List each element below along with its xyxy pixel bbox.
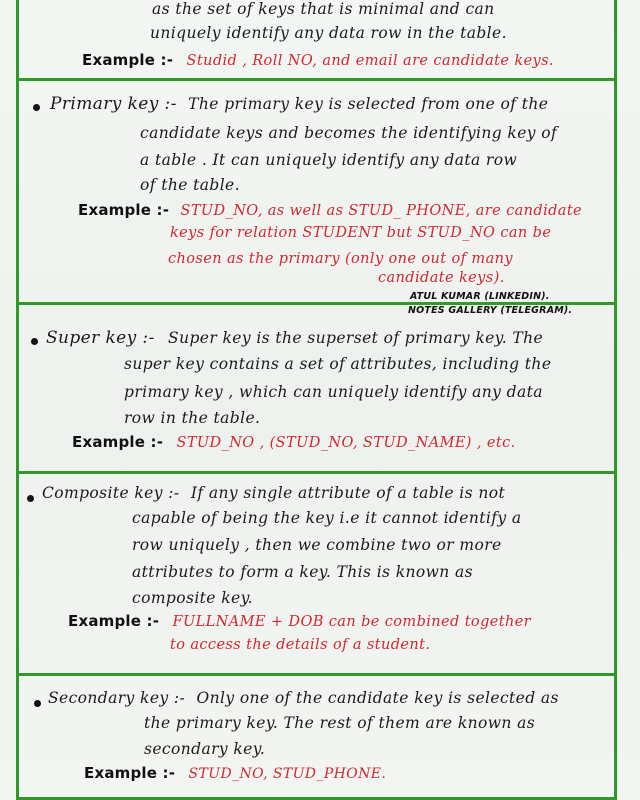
bullet-point	[33, 104, 40, 111]
example-text: keys for relation STUDENT but STUD_NO can be	[170, 225, 552, 241]
left-margin-line	[16, 0, 19, 800]
composite-key-text-line: row uniquely , then we combine two or more	[132, 536, 502, 554]
section-divider	[16, 302, 617, 305]
super-key-example	[72, 433, 516, 451]
credit-channel: NOTES GALLERY (TELEGRAM).	[408, 305, 573, 316]
example-text: STUD_NO, STUD_PHONE.	[188, 766, 387, 782]
secondary-key-example	[84, 764, 386, 782]
primary-key-text-line: The primary key is selected from one of the	[188, 95, 549, 113]
composite-key-heading-line	[42, 484, 505, 502]
super-key-title: Super key :-	[46, 328, 155, 348]
primary-key-heading-line	[50, 94, 548, 114]
example-text: Studid , Roll NO, and email are candidate keys.	[186, 53, 554, 69]
example-text: STUD_NO , (STUD_NO, STUD_NAME) , etc.	[176, 435, 516, 451]
right-margin-line	[614, 0, 617, 800]
composite-key-text-line: If any single attribute of a table is not	[190, 484, 506, 502]
section-divider	[16, 673, 617, 676]
example-label: Example :-	[82, 51, 174, 69]
section-divider	[16, 471, 617, 474]
composite-key-text-line: attributes to form a key. This is known as	[132, 563, 474, 581]
composite-key-title: Composite key :-	[42, 484, 180, 502]
example-text: chosen as the primary (only one out of many	[168, 251, 513, 267]
super-key-text-line: row in the table.	[124, 409, 261, 427]
candidate-key-example	[82, 51, 554, 69]
section-divider	[16, 78, 617, 81]
composite-key-text-line: capable of being the key i.e it cannot identify a	[132, 509, 522, 527]
bullet-point	[31, 338, 38, 345]
example-text: candidate keys).	[378, 270, 505, 286]
candidate-key-text-line: uniquely identify any data row in the table.	[150, 24, 507, 42]
composite-key-text-line: composite key.	[132, 589, 253, 607]
example-label: Example :-	[68, 612, 160, 630]
example-label: Example :-	[84, 764, 176, 782]
super-key-heading-line	[46, 328, 543, 348]
primary-key-text-line: candidate keys and becomes the identifying key of	[140, 124, 558, 142]
example-text: FULLNAME + DOB can be combined together	[172, 614, 532, 630]
secondary-key-text-line: secondary key.	[144, 740, 266, 758]
candidate-key-text-line: as the set of keys that is minimal and can	[152, 0, 495, 18]
credit-author: ATUL KUMAR (LINKEDIN).	[410, 291, 550, 302]
example-label: Example :-	[72, 433, 164, 451]
super-key-text-line: Super key is the superset of primary key. The	[168, 329, 544, 347]
bullet-point	[27, 495, 34, 502]
primary-key-title: Primary key :-	[50, 94, 177, 114]
super-key-text-line: super key contains a set of attributes, including the	[124, 355, 552, 373]
composite-key-example	[68, 612, 531, 630]
example-text: STUD_NO, as well as STUD_ PHONE, are candidate	[180, 203, 583, 219]
secondary-key-heading-line	[48, 689, 559, 707]
secondary-key-text-line: the primary key. The rest of them are known as	[144, 714, 536, 732]
primary-key-text-line: of the table.	[140, 176, 240, 194]
super-key-text-line: primary key , which can uniquely identify any data	[124, 383, 543, 401]
secondary-key-text-line: Only one of the candidate key is selected as	[196, 689, 559, 707]
bullet-point	[34, 700, 41, 707]
example-label: Example :-	[78, 201, 170, 219]
primary-key-example	[78, 201, 582, 219]
secondary-key-title: Secondary key :-	[48, 689, 186, 707]
example-text: to access the details of a student.	[170, 637, 431, 653]
primary-key-text-line: a table . It can uniquely identify any data row	[140, 151, 518, 169]
